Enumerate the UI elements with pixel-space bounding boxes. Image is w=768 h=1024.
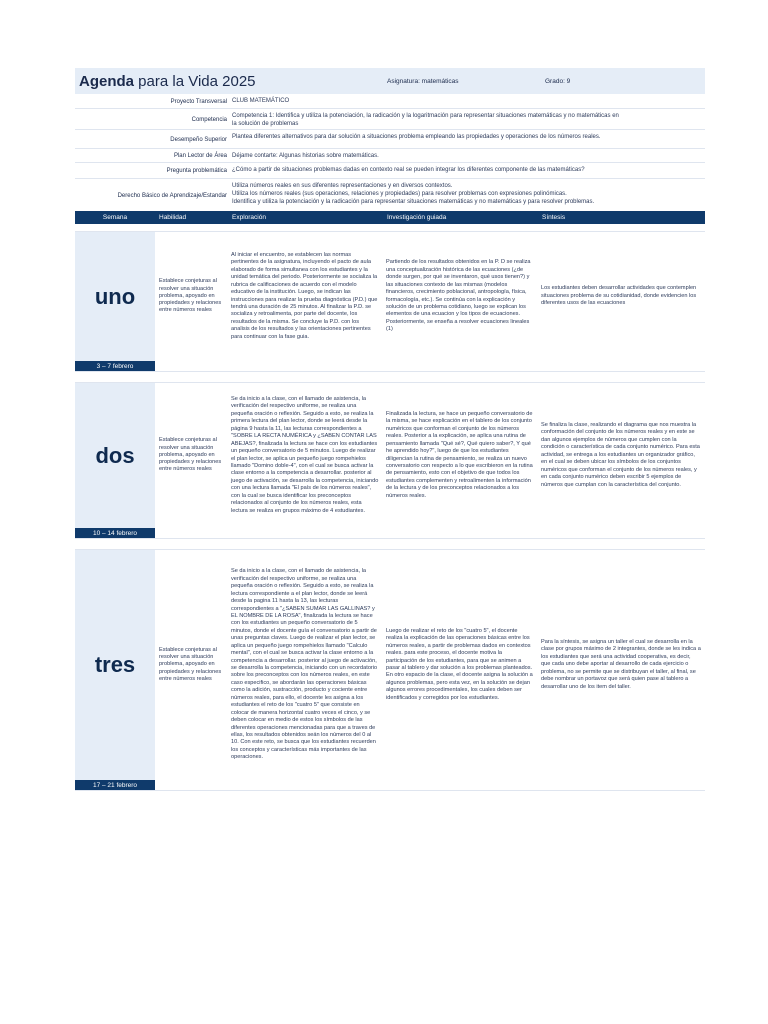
habilidad-cell: Establece conjeturas al resolver una situación problema, apoyado en propiedades y relaciones entre números reales — [159, 646, 222, 682]
info-label: Competencia — [191, 116, 227, 123]
column-header: Exploración — [232, 214, 266, 221]
week-block — [75, 231, 705, 372]
week-block — [75, 382, 705, 539]
info-value: CLUB MATEMÁTICO — [232, 98, 290, 104]
info-label: Derecho Básico de Aprendizaje/Estandar — [117, 192, 227, 199]
sintesis-cell: Los estudiantes deben desarrollar actividades que contemplen situaciones problema de su cotidianidad, donde evidencien los diferentes usos de las ecuaciones — [541, 285, 697, 307]
info-value: Competencia 1: Identifica y utiliza la potenciación, la radicación y la logaritmación para representar situaciones matemáticas y no matemáticas en la solución de problemas — [232, 113, 619, 128]
habilidad-cell: Establece conjeturas al resolver una situación problema, apoyado en propiedades y relaciones entre números reales — [159, 278, 222, 314]
info-label: Plan Lector de Área — [173, 153, 227, 159]
sintesis-cell: Para la síntesis, se asigna un taller el cual se desarrolla en la clase por grupos máximo de 2 integrantes, donde se les indica a los estudiantes que será una actividad cooperativa, es decir, que cada uno debe aportar al desarrollo de cada ejercicio o problema, no se permite que se distribuyan el taller, al final, se debe nombrar un portavoz que será quien pase al tablero a desarrollar uno de los item del taller. — [541, 638, 701, 690]
exploracion-cell: Se da inicio a la clase, con el llamado de asistencia, la verificación del respectivo uniforme, se realiza una pequeña oración o reflexión. Seguido a esto, se realiza la lectura correspondiente a el plan lector, donde se leerá desde la pagina 11 hasta la 13, las lecturas correspondientes a "¿SABEN SUMAR LAS GALLINAS? y EL NOMBRE DE LA ROSA", finalizada la lectura se hace con los estudiantes un pequeño conversatorio de 5 minutos, donde el docente guía el conversatorio a partir de unas preguntas claves. Luego de realizar el plan lector, se aplica un pequeño juego rompehielos llamado "Calculo mental", con el cual se busca activar la clase entorno a la competencia a desarrollar. posterior al juego de activación, se desarrolla la competencia, iniciando con un recordatorio sobre los preconceptos con los números reales, en este caso especifico, se abordarán las operaciones básicas como la adición, sustracción, producto y cociente entre números reales, para ello, el docente les asigna a los estudiantes el reto de los "cuatro 5" que consiste en colocar de manera horizontal cuatro veces el cinco, y se deben colocar en medio de estos los símbolos de las diferentes operaciones mencionadas para que a traves de ellas, los resultados obtenidos seán los números del 0 al 10. Con este reto, se busca que los estudiantes recuerden los conceptos y características más importantes de las operaciones. — [231, 568, 378, 761]
column-header: Habilidad — [159, 214, 187, 221]
week-date-row — [75, 780, 705, 791]
exploracion-cell: Se da inicio a la clase, con el llamado de asistencia, la verificación del respectivo uniforme, se realiza una pequeña oración o reflexión. Seguido a esto, se realiza la primera lectura del plan lector, donde se leerá desde la página 9 hasta la 11, las lecturas correspondientes a "SOBRE LA RECTA NUMÉRICA y ¿SABEN CONTAR LAS ABEJAS?, finalizada la lectura se hace con los estudiantes un pequeño conversatorio de 5 minutos. Luego de realizar el plan lector, se aplica un pequeño juego rompehielos llamado "Domino doble-4", con el cual se busca activar la clase entorno a la competencia a desarrollar. posterior al juego de activación, se desarrolla la competencia, iniciando con una lectura llamada "El país de los números reales", con la cual se busca identificar los preconceptos relacionados al conjunto de los números reales, esta lectura se realiza en grupos máximo de 4 estudiantes. — [231, 396, 379, 514]
week-date: 3 – 7 febrero — [75, 361, 155, 371]
info-table — [75, 94, 705, 211]
exploracion-cell: Al iniciar el encuentro, se establecen las normas pertinentes de la asignatura, incluyendo el pacto de aula elaborado de forma simultanea con los estudiantes y la unidad temática del periodo. Posteriormente se socializa la rubrica de calificaciones de acuerdo con el modelo educativo de la institución. Luego, se indican las instrucciones para realizar la prueba diagnóstica (P.D.) que tendrá una duración de 25 minutos. Al finalizar la P.D. se socializa y retroalimenta, por parte del docente, los resultados de la misma. Se concluye la P.D. con los analisis de los resultados y las orientaciones pertinentes para continuar con la fase guia. — [231, 251, 378, 340]
week-date: 17 – 21 febrero — [75, 780, 155, 790]
info-value: Plantea diferentes alternativos para dar solución a situaciones problema empleando las propiedades y operaciones de los números reales. — [232, 134, 601, 140]
week-date-row — [75, 361, 705, 372]
investigacion-cell: Finalizada la lectura, se hace un pequeño conversatorio de la misma, se hace explicación en el tablero de los conjunto numéricos que conforman el conjunto de los números reales. Posterior a la explicación, se aplica una rutina de pensamiento llamada "Qué sé?, Qué quiero saber?, Y qué he aprendido hoy?", luego de que los estudiantes diligencian la rutina de pensamiento, se realiza un nuevo conversatorio con respecto a lo que escribieron en la rutina de pensamiento, esto con el objetivo de que todos los estudiantes complementen y retroalimenten la información de la lectura y de los preconceptos relacionados a los números reales. — [386, 410, 533, 499]
info-label: Proyecto Transversal — [170, 98, 227, 105]
title-bold: Agenda — [79, 72, 135, 90]
column-header: Investigación guiada — [387, 214, 447, 221]
week-date-row — [75, 528, 705, 539]
info-row — [75, 149, 705, 163]
week-word: dos — [75, 383, 155, 528]
info-value: Déjame contarte: Algunas historias sobre matemáticas. — [232, 153, 379, 159]
info-row — [75, 94, 705, 109]
info-value: Utiliza números reales en sus diferentes representaciones y en diversos contextos. Utiliza los números reales (sus operaciones, relaciones y propiedades) para resolver problemas con expresiones polinómicas. Identifica y utiliza la potenciación y la radicación para representar situaciones matemáticas y no matemáticas y para resolver problemas. — [232, 183, 595, 206]
info-row — [75, 163, 705, 179]
info-row — [75, 130, 705, 149]
column-header: Semana — [102, 214, 128, 221]
info-row — [75, 179, 705, 211]
agenda-page — [75, 68, 705, 791]
document-header — [75, 68, 705, 94]
column-header-row — [75, 211, 705, 224]
info-row — [75, 109, 705, 130]
week-row — [75, 232, 705, 361]
investigacion-cell: Partiendo de los resultados obtenidos en la P. D se realiza una conceptualización histórica de las ecuaciones (¿de donde surgen, por qué se inventaron, qué usos tienen?) y las situaciones contexto de las mismas (modelos financieros, crecimiento poblacional, antropología, física, formacología, etc.). Se continúa con la explicación y solución de un problema cotidiano, luego se explican los elementos de una ecuacion y los tipos de ecuaciones. Posteriormente, se enseña a resolver ecuaciones lineales (1) — [386, 259, 531, 333]
week-row — [75, 383, 705, 528]
info-label: Pregunta problemática — [166, 168, 227, 174]
week-block — [75, 549, 705, 791]
week-word: uno — [75, 232, 155, 361]
info-value: ¿Cómo a partir de situaciones problemas dadas en contexto real se pueden integrar los diferentes componente de las matemáticas? — [232, 167, 585, 173]
grade-label: Grado: 9 — [545, 77, 571, 85]
column-header: Síntesis — [542, 214, 566, 221]
investigacion-cell: Luego de realizar el reto de los "cuatro 5", el docente realiza la explicación de las operaciones básicas entre los números reales, a partir de problemas dados en contextos reales. para este proceso, el docente motiva la participación de los estudiantes, para que se animen a pasar al tablero y dar solución a los problemas planteados. En otro espacio de la clase, el docente asigna la solución a algunos problemas, pero esta vez, en la solución se dejan algunos errores procedimentales, los cuales deben ser identificados y corregidos por los estudiantes. — [386, 627, 533, 701]
document-title — [79, 73, 387, 90]
subject-label: Asignatura: matemáticas — [387, 77, 459, 85]
title-rest: para la Vida 2025 — [134, 72, 256, 90]
info-label: Desempeño Superior — [170, 136, 227, 143]
sintesis-cell: Se finaliza la clase, realizando el diagrama que nos muestra la conformación del conjunto de los números reales y en este se dan algunos ejemplos de números que cumplen con la condición o característica de cada conjunto numérico. Para esta actividad, se entrega a los estudiantes un organizador gráfico, en el cual se deben ubicar los símbolos de los conjuntos numéricos que conforman el conjunto de los números reales, y en cada conjunto numérico deben escribir 5 ejemplos de números que cumplan con la característica del conjunto. — [541, 422, 700, 488]
week-row — [75, 550, 705, 780]
habilidad-cell: Establece conjeturas al resolver una situación problema, apoyado en propiedades y relaciones entre números reales — [159, 437, 222, 473]
week-word: tres — [75, 550, 155, 780]
week-date: 10 – 14 febrero — [75, 528, 155, 538]
